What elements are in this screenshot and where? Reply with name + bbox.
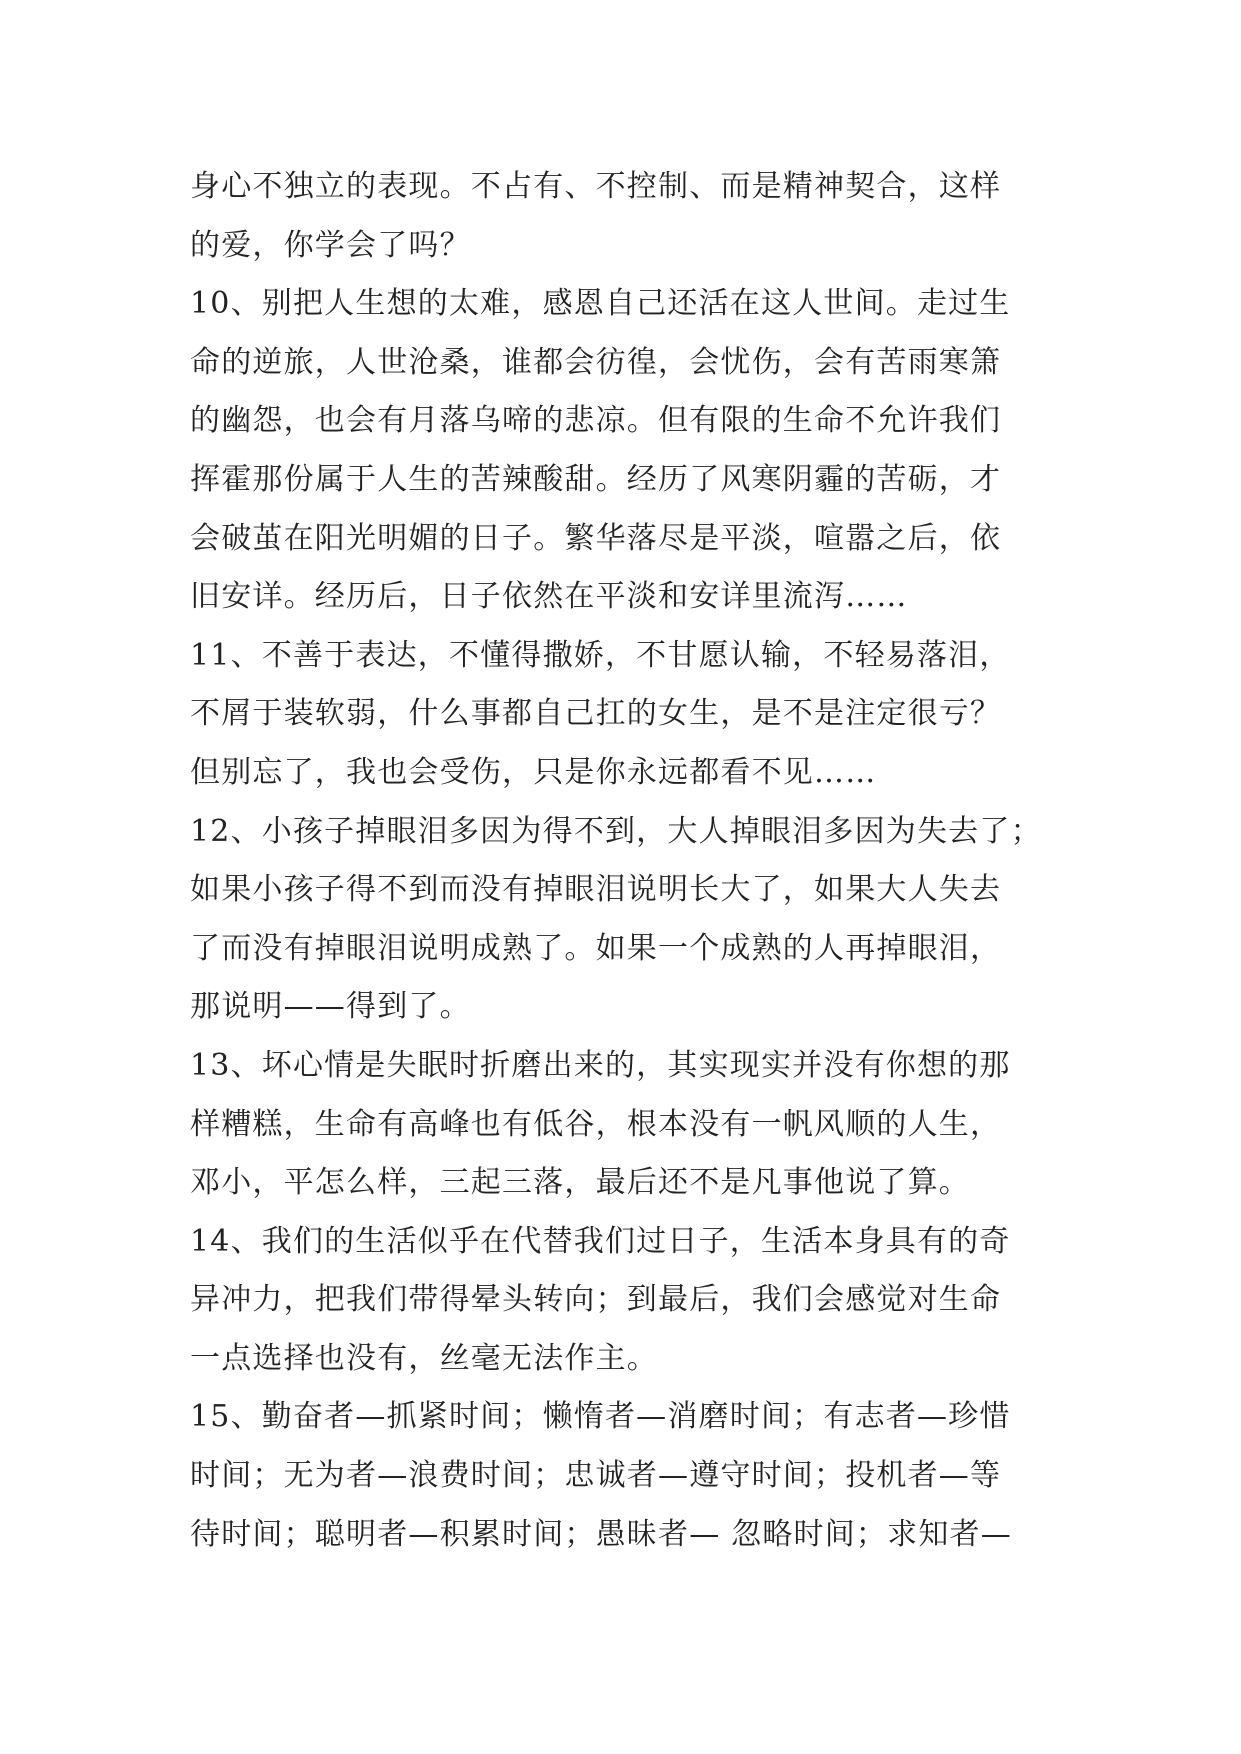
text-line: 14、我们的生活似乎在代替我们过日子，生活本身具有的奇 [190,1223,1011,1259]
text-line: 不屑于装软弱，什么事都自己扛的女生，是不是注定很亏？ [190,696,1002,732]
text-line: 的幽怨，也会有月落乌啼的悲凉。但有限的生命不允许我们 [190,403,1002,439]
text-line: 会破茧在阳光明媚的日子。繁华落尽是平淡，喧嚣之后，依 [190,520,1002,556]
text-line: 了而没有掉眼泪说明成熟了。如果一个成熟的人再掉眼泪， [190,930,1002,966]
text-line: 但别忘了，我也会受伤，只是你永远都看不见…… [190,754,877,790]
text-line: 如果小孩子得不到而没有掉眼泪说明长大了，如果大人失去 [190,872,1002,908]
text-line: 时间；无为者—浪费时间；忠诚者—遵守时间；投机者—等 [190,1458,1002,1494]
text-line: 身心不独立的表现。不占有、不控制、而是精神契合，这样 [190,169,1002,204]
text-line: 的爱，你学会了吗？ [190,227,471,263]
text-line: 命的逆旅，人世沧桑，谁都会彷徨，会忧伤，会有苦雨寒箫 [190,344,1002,380]
text-line: 一点选择也没有，丝毫无法作主。 [190,1340,658,1376]
document-body [190,158,1070,1564]
text-line: 待时间；聪明者—积累时间；愚昧者— 忽略时间；求知者— [190,1516,1012,1552]
text-line: 10、别把人生想的太难，感恩自己还活在这人世间。走过生 [190,286,1011,322]
text-line: 15、勤奋者—抓紧时间；懒惰者—消磨时间；有志者—珍惜 [190,1399,1011,1435]
text-line: 挥霍那份属于人生的苦辣酸甜。经历了风寒阴霾的苦砺，才 [190,461,1002,497]
text-line: 11、不善于表达，不懂得撒娇，不甘愿认输，不轻易落泪， [190,637,1011,673]
text-line: 样糟糕，生命有高峰也有低谷，根本没有一帆风顺的人生， [190,1106,1002,1142]
text-line: 邓小，平怎么样，三起三落，最后还不是凡事他说了算。 [190,1165,970,1201]
text-line: 旧安详。经历后，日子依然在平淡和安详里流泻…… [190,579,908,615]
text-line: 12、小孩子掉眼泪多因为得不到，大人掉眼泪多因为失去了； [190,813,1042,849]
text-line: 13、坏心情是失眠时折磨出来的，其实现实并没有你想的那 [190,1047,1011,1083]
text-line: 异冲力，把我们带得晕头转向；到最后，我们会感觉对生命 [190,1282,1002,1318]
text-line: 那说明——得到了。 [190,989,471,1025]
